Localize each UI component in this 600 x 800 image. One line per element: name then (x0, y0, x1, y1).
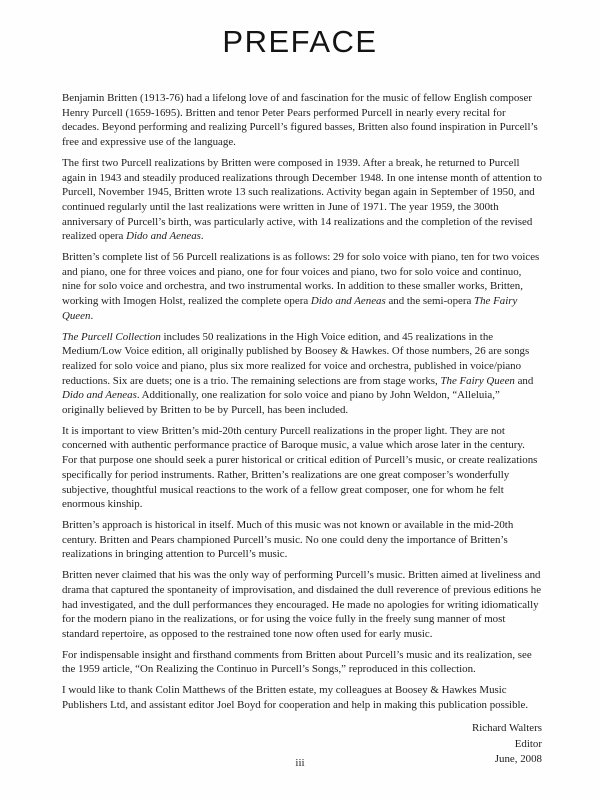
text-segment: includes 50 realizations in the High Voice edition, and 45 realizations in the Medium/Low Voice edition, all originally published by Boosey & Hawkes. Of those numbers, 26 are songs realized for solo voice and piano, plus six more realized for voice and orchestra, published in voice/piano reductions. Six are duets; one is a trio. The remaining selections are from stage works, (62, 330, 530, 387)
preface-paragraph (62, 330, 542, 418)
signature-date: June, 2008 (494, 753, 542, 766)
signature-name: Richard Walters (472, 722, 542, 735)
text-segment: It is important to view Britten’s mid-20th century Purcell realizations in the proper light. They are not concerned with authentic performance practice of Baroque music, a value which arose later in the century. For that purpose one should seek a purer historical or critical edition of Purcell’s music, or create realizations specifically for period instruments. Rather, Britten’s realizations are one great composer’s wonderfully subjective, thoughtful musical reactions to the work of a fellow great composer, one for whom he felt enormous kinship. (62, 424, 538, 511)
work-title-italic: Dido and Aeneas (310, 295, 386, 308)
text-segment: . (90, 309, 94, 322)
work-title-italic: The Fairy Queen (440, 374, 515, 387)
page-title: PREFACE (222, 24, 378, 59)
page-number: iii (295, 757, 305, 769)
text-segment: Benjamin Britten (1913-76) had a lifelong love of and fascination for the music of fellow English composer Henry Purcell (1659-1695). Britten and tenor Peter Pears performed Purcell in nearly every recital for decades. Beyond performing and realizing Purcell’s figured basses, Britten also found inspiration in Purcell’s free and expressive use of the language. (62, 92, 538, 149)
preface-paragraph (62, 568, 542, 642)
work-title-italic: The Fairy Queen (62, 295, 518, 322)
text-segment: The first two Purcell realizations by Britten were composed in 1939. After a break, he returned to Purcell again in 1943 and steadily produced realizations through December 1948. In one intense month of attention to Purcell, November 1945, Britten wrote 13 such realizations. Activity began again in September of 1950, and continued regularly until the last realizations were written in June of 1971. The year 1959, the 300th anniversary of Purcell’s birth, was particularly active, with 14 realizations and the completion of the revised realized opera (62, 156, 542, 243)
text-segment: and (514, 374, 534, 387)
preface-paragraph (62, 250, 542, 324)
preface-body (62, 91, 542, 768)
preface-paragraph (62, 648, 542, 677)
work-title-italic: Dido and Aeneas (62, 389, 137, 402)
text-segment: For indispensable insight and firsthand comments from Britten about Purcell’s music and its realization, see the 1959 article, “On Realizing the Continuo in Purcell’s Songs,” reproduced in this collection. (62, 648, 532, 676)
text-segment: . Additionally, one realization for solo voice and piano by John Weldon, “Alleluia,” originally believed by Britten to be by Purcell, has been included. (62, 389, 500, 417)
text-segment: I would like to thank Colin Matthews of the Britten estate, my colleagues at Boosey & Hawkes Music Publishers Ltd, and assistant editor Joel Boyd for cooperation and help in making this publication possible. (62, 684, 529, 711)
preface-paragraph (62, 156, 542, 244)
preface-paragraph (62, 683, 542, 712)
text-segment: Britten’s complete list of 56 Purcell realizations is as follows: 29 for solo voice with piano, ten for two voices and piano, one for three voices and piano, one for four voices and piano, two for solo voice and continuo, nine for solo voice and orchestra, and two instrumental works. In addition to these smaller works, Britten, working with Imogen Holst, realized the complete opera (62, 251, 540, 308)
work-title-italic: Dido and Aeneas (126, 230, 201, 243)
signature-role: Editor (514, 737, 542, 750)
text-segment: Britten never claimed that his was the only way of performing Purcell’s music. Britten aimed at liveliness and drama that captured the spontaneity of improvisation, and disdained the dull reverence of previous editions he had investigated, and the dull performances they encouraged. He made no apologies for writing idiomatically for the modern piano in the realizations, or for using the voice fully in the freely sung manner of most standard repertoire, as opposed to the restrained tone now often used for early music. (62, 569, 542, 640)
preface-paragraph (62, 518, 542, 562)
text-segment: and the semi-opera (385, 295, 475, 308)
preface-paragraph (62, 91, 542, 150)
text-segment: . (200, 230, 204, 243)
work-title-italic: The Purcell Collection (62, 330, 161, 343)
text-segment: Britten’s approach is historical in itself. Much of this music was not known or available in the mid-20th century. Britten and Pears championed Purcell’s music. No one could deny the importance of Britten’s realizations in bringing attention to Purcell’s music. (62, 518, 514, 561)
preface-paragraph (62, 424, 542, 512)
